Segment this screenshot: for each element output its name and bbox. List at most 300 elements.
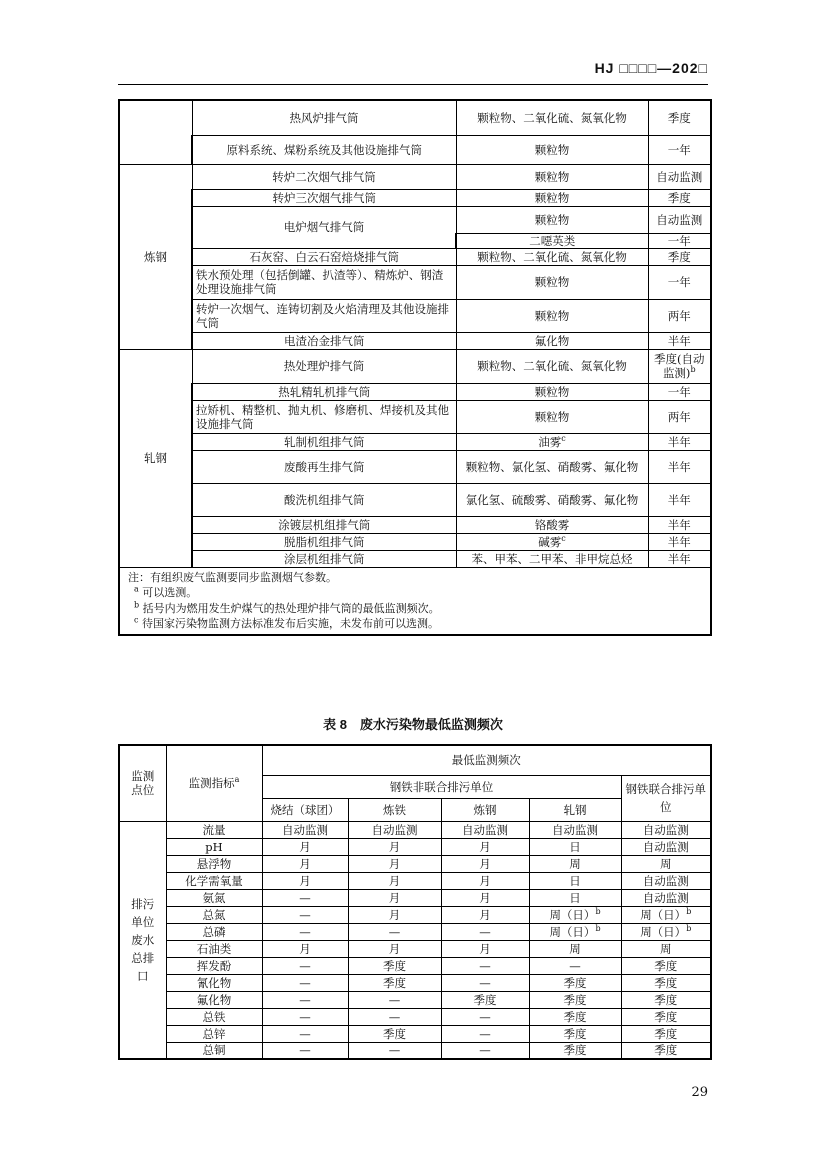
table-row [119,383,711,400]
frequency-text: 周 [569,941,581,956]
indicator-cell [166,1025,262,1042]
pollutant-cell [456,248,648,265]
frequency-text: 季度 [563,1026,587,1041]
header-col [348,798,441,821]
frequency-cell [348,821,441,838]
frequency-cell [648,349,711,383]
frequency-cell [441,974,529,991]
frequency-text: 自动监测 [642,822,689,837]
frequency-cell [348,855,441,872]
notes-cell [119,567,711,635]
pollutant-cell-text: 颗粒物、二氧化硫、氮氧化物 [477,249,627,264]
frequency-text: 周（日）$^b$ [549,923,601,939]
frequency-text: 月 [388,839,401,854]
table-row [119,923,711,940]
table-row [119,516,711,533]
outlet-cell [192,516,456,533]
header-min-frequency-text: 最低监测频次 [451,753,521,768]
footnote-mark: b [690,365,696,375]
indicator-cell [166,872,262,889]
frequency-cell [529,974,621,991]
table-8 [118,744,712,1060]
pollutant-cell [456,433,648,450]
pollutant-cell [456,206,648,233]
note-line [128,616,702,632]
frequency-cell [529,1008,621,1025]
outlet-cell-text: 石灰窑、白云石窑焙烧排气筒 [249,249,399,264]
frequency-text: — [299,924,311,939]
pollutant-cell-text: 颗粒物 [534,308,570,323]
table-row [119,991,711,1008]
frequency-cell [621,923,711,940]
outlet-cell-text: 转炉二次烟气排气筒 [272,169,376,184]
frequency-cell-text: 半年 [667,459,691,474]
header-col-text: 轧钢 [563,802,587,817]
header-min-frequency [262,745,711,775]
note-line [128,585,702,601]
outlet-cell [192,332,456,349]
frequency-text: — [299,975,311,990]
frequency-text: 月 [299,873,311,888]
outlet-cell-text: 涂镀层机组排气筒 [278,517,371,532]
frequency-cell [529,1042,621,1059]
frequency-cell-text: 一年 [667,275,691,289]
indicator-cell-text: 总铁 [202,1009,226,1024]
table-row [119,100,711,135]
frequency-text: 季度 [654,1026,678,1041]
table-row [119,332,711,349]
frequency-text: — [569,958,581,973]
frequency-cell [262,991,348,1008]
frequency-cell [529,889,621,906]
frequency-text: — [388,1043,401,1058]
frequency-text: 周（日）$^b$ [640,906,692,922]
header-indicator [166,745,262,821]
table-row [119,821,711,838]
frequency-text: 日 [569,839,581,854]
frequency-cell [621,872,711,889]
frequency-text: 自动监测 [462,822,508,837]
frequency-cell [262,872,348,889]
frequency-cell [648,299,711,332]
footnote-mark: b [686,923,692,933]
frequency-text: 季度 [563,1009,587,1024]
table-row [119,265,711,299]
table-row [119,974,711,991]
frequency-text: 自动监测 [642,839,689,854]
outlet-cell [192,550,456,567]
frequency-text: 周（日）$^b$ [640,923,692,939]
pollutant-cell-text: 颗粒物 [534,275,570,289]
outlet-cell-text: 废酸再生排气筒 [284,459,365,474]
note-line [128,601,702,617]
header-rule [118,84,708,85]
outlet-cell-text: 原料系统、煤粉系统及其他设施排气筒 [226,142,422,157]
header-non-joint-unit-text: 钢铁非联合排污单位 [389,779,494,794]
indicator-cell-text: 流量 [202,822,226,837]
frequency-text: 自动监测 [371,822,418,837]
frequency-cell-text: 季度(自动监测) [654,352,705,380]
frequency-text: 周（日）$^b$ [549,906,601,922]
outlet-cell-text: 电渣冶金排气筒 [284,333,365,348]
frequency-text: — [479,1026,491,1041]
frequency-cell [648,265,711,299]
footnote-mark: b [686,906,692,916]
frequency-cell [648,206,711,233]
frequency-cell [648,383,711,400]
indicator-cell [166,957,262,974]
frequency-cell-text: 半年 [667,534,691,549]
header-col [441,798,529,821]
frequency-text: 月 [479,873,491,888]
monitoring-point-cell [119,821,166,1059]
frequency-cell-text: 自动监测 [656,212,703,227]
frequency-cell [648,100,711,135]
frequency-cell [529,906,621,923]
frequency-text: 季度 [383,958,406,973]
frequency-cell [262,957,348,974]
pollutant-cell-text: 二噁英类 [529,233,576,248]
frequency-text: 日 [569,873,581,888]
table-row [119,533,711,550]
indicator-cell [166,974,262,991]
note-text: 待国家污染物监测方法标准发布后实施，未发布前可以选测。 [141,617,439,630]
frequency-cell [648,533,711,550]
header-col [262,798,348,821]
outlet-cell [192,206,456,248]
frequency-cell-text: 一年 [667,142,691,157]
frequency-cell [262,1042,348,1059]
frequency-cell [441,923,529,940]
frequency-cell [648,550,711,567]
frequency-text: 周 [660,941,672,956]
frequency-cell-text: 两年 [667,308,691,323]
frequency-text: 月 [299,839,311,854]
table-row [119,838,711,855]
indicator-cell-text: 总铜 [202,1043,226,1058]
page-number: 29 [691,1085,708,1100]
outlet-cell-text: 转炉三次烟气排气筒 [272,190,376,205]
pollutant-cell [456,189,648,206]
frequency-cell [441,821,529,838]
frequency-text: 季度 [654,958,678,973]
frequency-text: — [299,1009,311,1024]
frequency-cell [621,1025,711,1042]
outlet-cell [192,248,456,265]
outlet-cell [192,135,456,164]
table-row [119,349,711,383]
frequency-cell [348,923,441,940]
frequency-cell [441,872,529,889]
outlet-cell [192,100,456,135]
indicator-cell-text: 总锌 [202,1026,226,1041]
pollutant-cell-text: 颗粒物 [534,409,570,424]
document-code: HJ □□□□—202□ [594,60,708,76]
outlet-cell [192,533,456,550]
header-monitoring-point-text: 监测点位 [131,769,155,798]
outlet-cell-text: 拉矫机、精整机、抛丸机、修磨机、焊接机及其他设施排气筒 [196,402,449,431]
outlet-cell-text: 热处理炉排气筒 [283,359,365,373]
pollutant-cell [456,265,648,299]
table-row [119,889,711,906]
table-row [119,248,711,265]
footnote-mark: b [595,906,601,916]
frequency-cell-text: 自动监测 [656,169,703,184]
frequency-text: — [388,1009,401,1024]
frequency-cell [648,516,711,533]
frequency-text: 月 [479,839,491,854]
table-row [119,400,711,433]
outlet-cell-text: 轧制机组排气筒 [284,434,365,449]
table-row [119,940,711,957]
frequency-text: — [479,1043,491,1058]
frequency-cell [621,855,711,872]
frequency-text: — [388,992,401,1007]
frequency-cell [621,940,711,957]
table-8-title: 表 8 废水污染物最低监测频次 [323,717,503,732]
group-cell [119,100,192,164]
frequency-cell [648,189,711,206]
pollutant-cell [456,299,648,332]
outlet-cell-text: 涂层机组排气筒 [284,551,365,566]
indicator-cell-text: 氰化物 [196,975,232,990]
frequency-cell [441,940,529,957]
frequency-cell [648,332,711,349]
header-joint-unit [621,775,711,821]
frequency-cell [441,1042,529,1059]
frequency-cell [348,1008,441,1025]
indicator-cell [166,889,262,906]
frequency-cell [621,821,711,838]
indicator-cell [166,838,262,855]
frequency-text: — [299,907,311,922]
header-monitoring-point [119,745,166,821]
frequency-cell [648,400,711,433]
table-row [119,164,711,189]
table-row [119,206,711,233]
frequency-cell-text: 一年 [667,233,691,248]
frequency-text: 月 [479,890,491,905]
outlet-cell [192,189,456,206]
note-text: 括号内为燃用发生炉煤气的热处理炉排气筒的最低监测频次。 [142,601,440,615]
frequency-text: — [479,958,491,973]
frequency-cell [441,906,529,923]
frequency-text: 季度 [563,992,587,1007]
pollutant-cell [456,516,648,533]
pollutant-cell [456,483,648,516]
frequency-cell [262,923,348,940]
indicator-cell [166,855,262,872]
indicator-cell-text: 石油类 [196,941,232,956]
frequency-cell [621,906,711,923]
pollutant-cell-text: 颗粒物 [534,190,570,205]
pollutant-cell-text: 颗粒物 [534,212,570,227]
pollutant-cell-text: 颗粒物、二氧化硫、氮氧化物 [477,110,627,125]
frequency-cell-text: 季度 [667,110,691,125]
indicator-cell-text: 总磷 [202,924,226,939]
frequency-text: 周 [660,856,672,871]
header-indicator-text: 监测指标 [188,776,235,791]
pollutant-cell [456,550,648,567]
pollutant-cell-text: 油雾 [538,434,562,449]
frequency-cell [348,991,441,1008]
frequency-cell [529,957,621,974]
frequency-text: 自动监测 [552,822,598,837]
frequency-text: 月 [388,907,401,922]
frequency-text: — [479,924,491,939]
frequency-cell [621,1042,711,1059]
footnote-mark: b [595,923,601,933]
frequency-cell [529,872,621,889]
frequency-cell [648,450,711,483]
outlet-cell [192,433,456,450]
outlet-cell-text: 热风炉排气筒 [289,110,359,125]
frequency-cell [348,1025,441,1042]
frequency-cell [648,433,711,450]
frequency-cell [348,889,441,906]
pollutant-cell [456,533,648,550]
frequency-cell [621,1008,711,1025]
frequency-text: — [479,1009,491,1024]
pollutant-cell [456,349,648,383]
pollutant-cell [456,100,648,135]
outlet-cell [192,450,456,483]
frequency-cell [262,855,348,872]
frequency-cell [621,889,711,906]
outlet-cell-text: 脱脂机组排气筒 [284,534,365,549]
frequency-text: 季度 [654,992,678,1007]
frequency-cell [441,991,529,1008]
pollutant-cell-text: 颗粒物、氯化氢、硝酸雾、氟化物 [465,459,639,474]
frequency-text: 月 [299,856,311,871]
pollutant-cell-text: 氯化氢、硫酸雾、硝酸雾、氟化物 [465,492,639,507]
table-row [119,906,711,923]
header-joint-unit-text: 钢铁联合排污单位 [625,782,706,814]
frequency-cell [529,855,621,872]
frequency-cell-text: 季度 [667,249,691,264]
table-row [119,135,711,164]
frequency-cell [348,1042,441,1059]
pollutant-cell [456,164,648,189]
table-row [119,483,711,516]
footnote-mark: c [561,533,566,543]
indicator-cell [166,906,262,923]
frequency-cell [262,838,348,855]
frequency-text: 周 [569,856,581,871]
frequency-text: 月 [388,890,401,905]
frequency-text: 月 [479,856,491,871]
frequency-text: — [299,958,311,973]
group-cell-rolling [119,349,192,567]
pollutant-cell-text: 颗粒物 [534,142,570,157]
frequency-cell [648,248,711,265]
frequency-text: — [299,1043,311,1058]
footnote-mark: c [134,615,139,625]
outlet-cell [192,483,456,516]
note-line [128,570,702,586]
table-row [119,299,711,332]
frequency-cell [348,974,441,991]
outlet-cell [192,383,456,400]
frequency-cell [262,1008,348,1025]
pollutant-cell [456,383,648,400]
indicator-cell [166,821,262,838]
frequency-cell [262,889,348,906]
indicator-cell-text: 悬浮物 [196,856,232,871]
table-row [119,433,711,450]
frequency-cell [529,821,621,838]
group-cell-rolling-text: 轧钢 [144,451,167,465]
outlet-cell [192,400,456,433]
outlet-cell-text: 酸洗机组排气筒 [284,492,365,507]
header-col [529,798,621,821]
frequency-cell [621,957,711,974]
frequency-cell [348,940,441,957]
pollutant-cell-text: 铬酸雾 [534,517,570,532]
note-text: 注：有组织废气监测要同步监测烟气参数。 [128,570,337,584]
outlet-cell [192,164,456,189]
frequency-text: 月 [388,941,401,956]
frequency-text: — [388,924,401,939]
note-text: 可以选测。 [142,586,198,599]
outlet-cell [192,349,456,383]
frequency-cell-text: 半年 [667,551,691,566]
frequency-cell [529,991,621,1008]
footnote-mark: c [561,433,566,443]
frequency-cell-text: 一年 [667,384,691,399]
footnote-mark: b [134,599,140,609]
frequency-cell [621,974,711,991]
table-row [119,550,711,567]
pollutant-cell-text: 苯、甲苯、二甲苯、非甲烷总烃 [471,551,633,566]
frequency-cell [648,233,711,248]
pollutant-cell [456,233,648,248]
frequency-text: 季度 [654,1009,678,1024]
frequency-text: 季度 [473,992,497,1007]
frequency-text: 自动监测 [642,890,689,905]
group-cell-steelmaking [119,164,192,349]
outlet-cell [192,265,456,299]
indicator-cell-text: 化学需氧量 [185,873,243,888]
header-non-joint-unit [262,775,621,798]
frequency-text: 月 [388,873,401,888]
frequency-cell [441,889,529,906]
frequency-cell [348,838,441,855]
outlet-cell-text: 电炉烟气排气筒 [283,220,365,234]
table-row [119,855,711,872]
indicator-cell-text: 氨氮 [202,890,226,905]
table-row [119,1042,711,1059]
pollutant-cell [456,450,648,483]
monitoring-point-cell-text: 排污单位废水总排口 [131,896,155,983]
frequency-text: — [299,890,311,905]
indicator-cell [166,923,262,940]
indicator-cell-text: 挥发酚 [196,958,232,973]
frequency-cell-text: 半年 [667,333,691,348]
frequency-text: 月 [388,856,401,871]
frequency-text: — [299,1026,311,1041]
frequency-cell-text: 半年 [667,434,691,449]
frequency-cell-text: 季度 [667,190,691,205]
frequency-cell [648,135,711,164]
indicator-cell-text: 氟化物 [196,992,232,1007]
notes-row [119,567,711,635]
group-cell-steelmaking-text: 炼钢 [144,249,167,264]
frequency-cell [529,923,621,940]
frequency-text: 月 [299,941,311,956]
frequency-cell [648,164,711,189]
frequency-cell [441,1025,529,1042]
